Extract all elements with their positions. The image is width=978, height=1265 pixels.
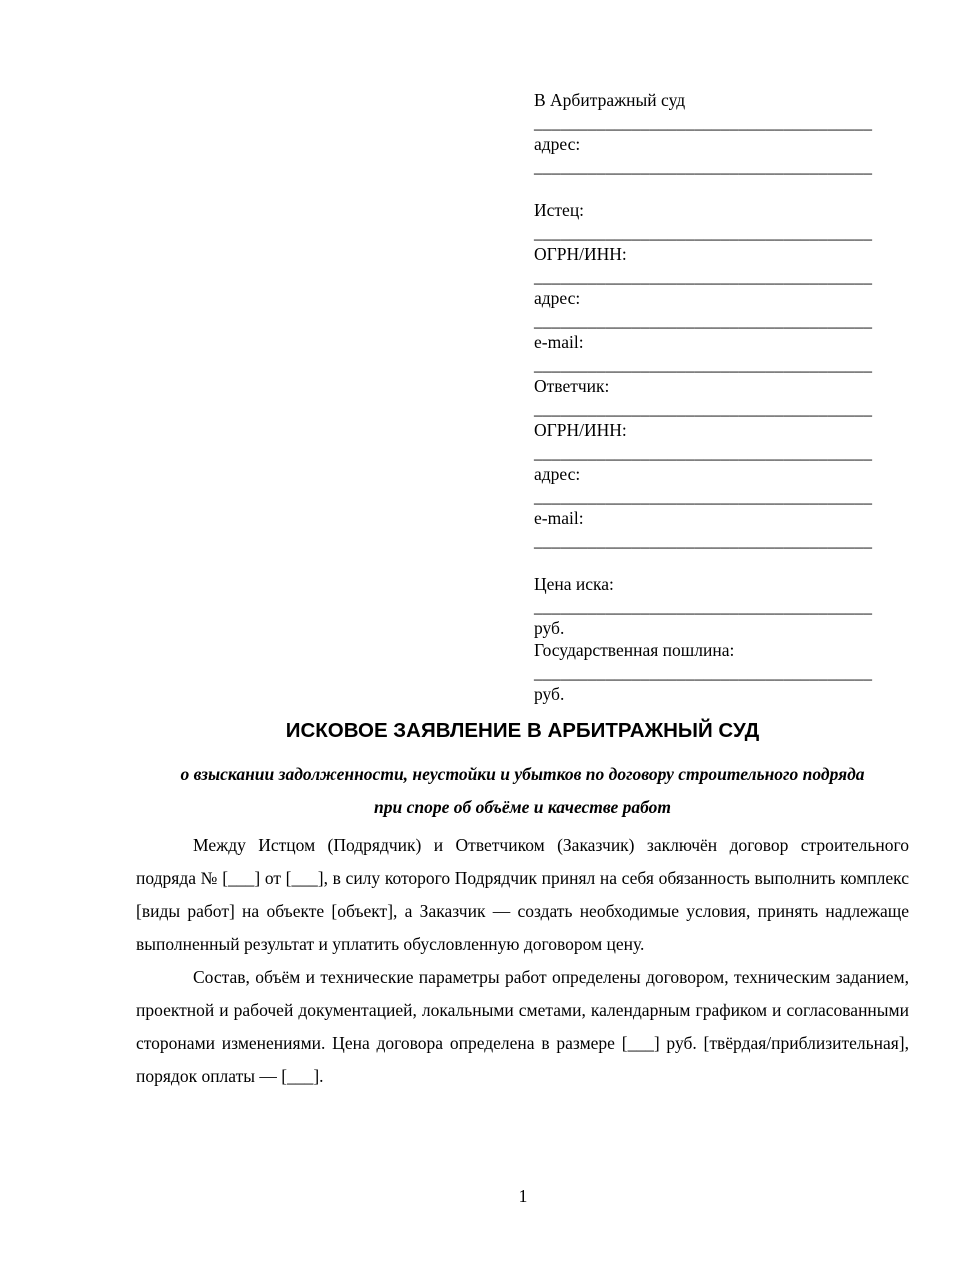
court-address-blank <box>534 155 900 177</box>
court-label: В Арбитражный суд <box>534 90 686 110</box>
spacer <box>534 177 900 199</box>
defendant-email-blank <box>534 529 900 551</box>
subtitle-line-1: о взыскании задолженности, неустойки и убытков по договору строительного подряда <box>180 764 865 784</box>
document-subtitle <box>136 758 909 824</box>
plaintiff-label: Истец: <box>534 200 585 220</box>
defendant-ogrn-blank <box>534 441 900 463</box>
spacer <box>534 551 900 573</box>
defendant-label: Ответчик: <box>534 376 610 396</box>
document-title: ИСКОВОЕ ЗАЯВЛЕНИЕ В АРБИТРАЖНЫЙ СУД <box>285 719 760 742</box>
subtitle-line-2: при споре об объёме и качестве работ <box>373 797 672 817</box>
state-fee-blank <box>534 661 900 683</box>
plaintiff-address-blank <box>534 309 900 331</box>
plaintiff-ogrn-blank <box>534 265 900 287</box>
defendant-address-label: адрес: <box>534 464 581 484</box>
claim-price-blank <box>534 595 900 617</box>
body-paragraph-1: Между Истцом (Подрядчик) и Ответчиком (Заказчик) заключён договор строительного подряда № [___] от [___], в силу которого Подрядчик принял на себя обязанность выполнить комплекс [виды работ] на объекте [объект], а Заказчик — создать необходимые условия, принять надлежаще выполненный результат и уплатить обусловленную договором цену. <box>136 835 909 954</box>
plaintiff-ogrn-label: ОГРН/ИНН: <box>534 244 627 264</box>
page-number: 1 <box>518 1186 528 1206</box>
body-paragraph-2: Состав, объём и технические параметры работ определены договором, техническим заданием, проектной и рабочей документацией, локальными сметами, календарным графиком и согласованными сторонами изменениями. Цена договора определена в размере [___] руб. [твёрдая/приблизительная], порядок оплаты — [___]. <box>136 967 909 1086</box>
addressee-block <box>534 89 900 705</box>
defendant-address-blank <box>534 485 900 507</box>
state-fee-label: Государственная пошлина: <box>534 640 735 660</box>
document-body <box>136 829 909 1093</box>
defendant-email-label: e-mail: <box>534 508 584 528</box>
defendant-name-blank <box>534 397 900 419</box>
plaintiff-email-label: e-mail: <box>534 332 584 352</box>
state-fee-unit: руб. <box>534 684 565 704</box>
court-name-blank <box>534 111 900 133</box>
claim-price-label: Цена иска: <box>534 574 614 594</box>
court-address-label: адрес: <box>534 134 581 154</box>
plaintiff-name-blank <box>534 221 900 243</box>
claim-price-unit: руб. <box>534 618 565 638</box>
defendant-ogrn-label: ОГРН/ИНН: <box>534 420 627 440</box>
plaintiff-address-label: адрес: <box>534 288 581 308</box>
plaintiff-email-blank <box>534 353 900 375</box>
